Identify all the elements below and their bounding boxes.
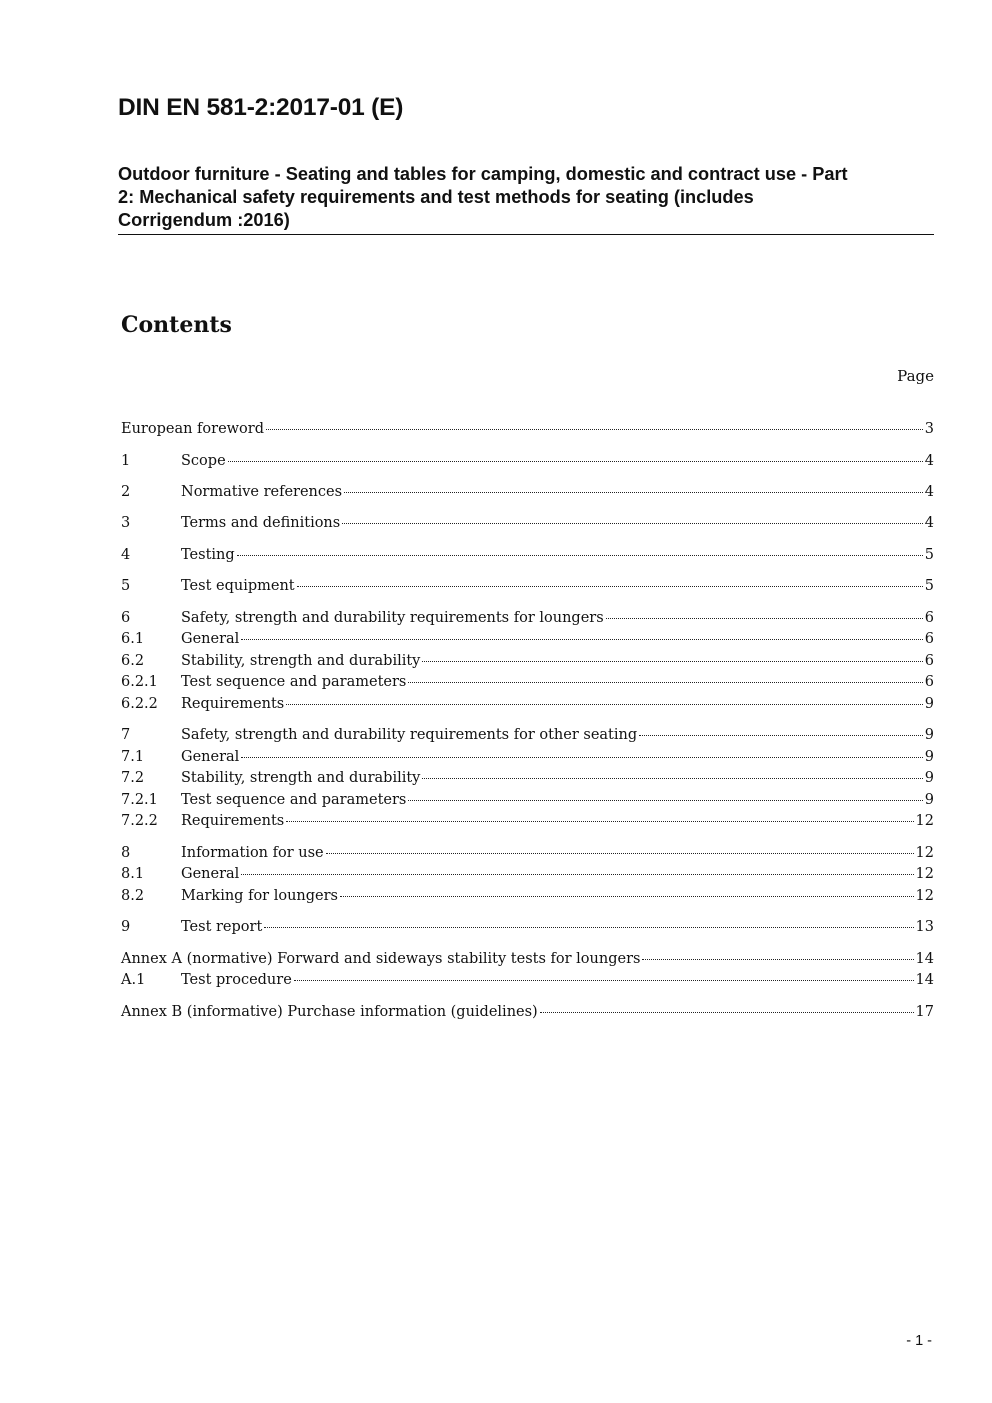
toc-entry-number: 4 <box>121 547 131 563</box>
toc-entry-page: 9 <box>924 749 934 765</box>
toc-entry-title: Stability, strength and durability <box>181 770 421 786</box>
toc-entry-page: 6 <box>924 674 934 690</box>
toc-entry-page: 14 <box>915 951 934 967</box>
toc-entry[interactable] <box>121 651 934 671</box>
toc-entry-number: 6.1 <box>121 631 145 647</box>
toc-entry-number: A.1 <box>121 972 146 988</box>
toc-entry-number: 6.2.2 <box>121 696 158 712</box>
toc-entry-number: 7.2.1 <box>121 792 158 808</box>
toc-entry-page: 6 <box>924 610 934 626</box>
toc-entry[interactable] <box>121 949 934 969</box>
footer-page-number: - 1 - <box>906 1333 932 1349</box>
toc-entry[interactable] <box>121 694 934 714</box>
toc-entry-title: Test report <box>181 919 263 935</box>
toc-dot-leader <box>241 639 922 640</box>
toc-entry-title: Safety, strength and durability requirements for other seating <box>181 727 638 743</box>
toc-entry-page: 4 <box>924 484 934 500</box>
toc-entry-number: 7.2 <box>121 770 145 786</box>
toc-entry-number: 1 <box>121 453 131 469</box>
toc-dot-leader <box>342 523 923 524</box>
toc-entry-page: 4 <box>924 453 934 469</box>
toc-entry-title: Annex A (normative) Forward and sideways stability tests for loungers <box>121 951 641 967</box>
toc-dot-leader <box>642 959 913 960</box>
toc-entry-number: 6.2 <box>121 653 145 669</box>
toc-entry-page: 9 <box>924 770 934 786</box>
toc-entry-title: Scope <box>181 453 226 469</box>
toc-entry[interactable] <box>121 672 934 692</box>
toc-entry-page: 6 <box>924 631 934 647</box>
toc-entry-page: 5 <box>924 578 934 594</box>
toc-entry-number: 2 <box>121 484 131 500</box>
toc-entry-page: 12 <box>915 813 934 829</box>
toc-entry-page: 3 <box>924 421 934 437</box>
toc-dot-leader <box>294 980 914 981</box>
toc-entry-title: Marking for loungers <box>181 888 338 904</box>
document-title <box>118 163 934 235</box>
toc-entry-page: 17 <box>915 1004 934 1020</box>
toc-dot-leader <box>286 821 913 822</box>
toc-entry-page: 12 <box>915 866 934 882</box>
toc-dot-leader <box>422 778 922 779</box>
toc-entry[interactable] <box>121 768 934 788</box>
toc-entry-number: 6 <box>121 610 131 626</box>
toc-dot-leader <box>422 661 922 662</box>
document-title-line: Corrigendum :2016) <box>118 210 290 230</box>
toc-entry-title: Test equipment <box>181 578 295 594</box>
toc-entry-page: 14 <box>915 972 934 988</box>
toc-entry-number: 7.2.2 <box>121 813 158 829</box>
toc-dot-leader <box>241 874 913 875</box>
toc-entry-number: 8.1 <box>121 866 145 882</box>
toc-dot-leader <box>241 757 922 758</box>
toc-entry[interactable] <box>121 629 934 649</box>
contents-heading: Contents <box>121 312 232 338</box>
toc-entry[interactable] <box>121 747 934 767</box>
toc-dot-leader <box>266 429 923 430</box>
toc-entry-title: Information for use <box>181 845 324 861</box>
toc-entry-page: 12 <box>915 888 934 904</box>
toc-entry-title: Requirements <box>181 696 285 712</box>
toc-entry[interactable] <box>121 725 934 745</box>
toc-entry-title: Safety, strength and durability requirements for loungers <box>181 610 604 626</box>
toc-dot-leader <box>326 853 914 854</box>
toc-entry[interactable] <box>121 843 934 863</box>
toc-entry-title: General <box>181 631 240 647</box>
toc-dot-leader <box>540 1012 914 1013</box>
toc-entry[interactable] <box>121 576 934 596</box>
toc-entry-page: 13 <box>915 919 934 935</box>
toc-entry-page: 12 <box>915 845 934 861</box>
toc-entry-page: 5 <box>924 547 934 563</box>
toc-entry[interactable] <box>121 1002 934 1022</box>
toc-dot-leader <box>639 735 923 736</box>
toc-entry-page: 9 <box>924 696 934 712</box>
toc-dot-leader <box>237 555 923 556</box>
toc-dot-leader <box>408 682 922 683</box>
toc-entry-title: Test procedure <box>181 972 292 988</box>
toc-entry-number: 8.2 <box>121 888 145 904</box>
toc-entry-page: 4 <box>924 515 934 531</box>
toc-dot-leader <box>264 927 913 928</box>
toc-entry[interactable] <box>121 886 934 906</box>
toc-entry-title: General <box>181 749 240 765</box>
toc-entry-title: General <box>181 866 240 882</box>
toc-entry-title: Normative references <box>181 484 343 500</box>
toc-entry[interactable] <box>121 513 934 533</box>
toc-dot-leader <box>606 618 923 619</box>
document-id: DIN EN 581-2:2017-01 (E) <box>118 94 404 121</box>
toc-entry-number: 3 <box>121 515 131 531</box>
toc-dot-leader <box>340 896 914 897</box>
toc-dot-leader <box>286 704 923 705</box>
toc-entry-number: 7.1 <box>121 749 145 765</box>
toc-entry-page: 9 <box>924 792 934 808</box>
toc-entry-title: Annex B (informative) Purchase information (guidelines) <box>121 1004 538 1020</box>
toc-entry[interactable] <box>121 482 934 502</box>
toc-entry[interactable] <box>121 864 934 884</box>
toc-entry-number: 6.2.1 <box>121 674 158 690</box>
toc-entry-title: Terms and definitions <box>181 515 341 531</box>
toc-entry[interactable] <box>121 970 934 990</box>
toc-entry-title: Stability, strength and durability <box>181 653 421 669</box>
toc-entry-title: Requirements <box>181 813 285 829</box>
toc-entry-title: Test sequence and parameters <box>181 792 407 808</box>
toc-entry[interactable] <box>121 451 934 471</box>
toc-dot-leader <box>228 461 923 462</box>
toc-entry[interactable] <box>121 790 934 810</box>
toc-entry-number: 7 <box>121 727 131 743</box>
toc-entry[interactable] <box>121 917 934 937</box>
toc-entry-page: 9 <box>924 727 934 743</box>
toc-dot-leader <box>297 586 923 587</box>
document-title-line: Outdoor furniture - Seating and tables for camping, domestic and contract use - Part <box>118 164 848 184</box>
toc-dot-leader <box>344 492 923 493</box>
toc-entry-title: European foreword <box>121 421 265 437</box>
page-column-label: Page <box>897 367 934 385</box>
toc-entry-number: 5 <box>121 578 131 594</box>
toc-entry-title: Testing <box>181 547 235 563</box>
toc-entry-number: 9 <box>121 919 131 935</box>
toc-entry[interactable] <box>121 608 934 628</box>
toc-dot-leader <box>408 800 922 801</box>
toc-entry-title: Test sequence and parameters <box>181 674 407 690</box>
toc-entry[interactable] <box>121 419 934 439</box>
toc-entry[interactable] <box>121 811 934 831</box>
toc-entry-page: 6 <box>924 653 934 669</box>
toc-entry-number: 8 <box>121 845 131 861</box>
toc-entry[interactable] <box>121 545 934 565</box>
document-title-line: 2: Mechanical safety requirements and test methods for seating (includes <box>118 187 754 207</box>
